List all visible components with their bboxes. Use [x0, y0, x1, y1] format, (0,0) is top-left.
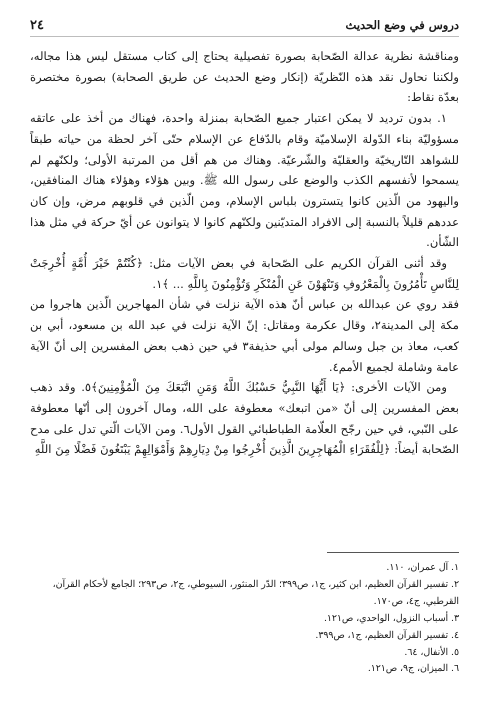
footnote: ٦. الميزان، ج٩، ص١٢١. [367, 663, 459, 675]
footnote: ٢. تفسير القرآن العظيم، ابن كثير، ج١، ص٣٩٩؛ الدّر المنثور، السيوطي، ج٢، ص٢٩٣؛ الجامع لأحكام القرآن، القرطبي، ج٤، ص١٧٠. [52, 578, 459, 607]
footnote: ٥. الأنفال، ٦٤. [404, 646, 459, 658]
footnotes-list [30, 560, 459, 678]
footnote: ٣. أسباب النزول، الواحدي، ص١٢١. [323, 612, 459, 624]
header-divider [30, 36, 459, 37]
footnote: ١. آل عمران، ١١٠. [386, 562, 459, 573]
paragraph: ١. بدون ترديد لا يمكن اعتبار جميع الصّحابة بمنزلة واحدة، فهناك من أخذ على عاتقه مسؤوليّة بناء الدّولة الإسلاميّة وقام بالدّفاع عن الإسلام حتّى آخر لحظة من حياته طبقاً للشواهد التّاريخيّة والعقليّة والشّرعيّة. وهناك من هم أقل من المرتبة الأولى؛ ولكنّهم لم يسمحوا لأنفسهم الكذب والوضع على رسول الله ﷺ. وبين هؤلاء وهؤلاء هناك المنافقين، واليهود من الّذين كانوا يتسترون بلباس الإسلام، ومن الّذين في قلوبهم مرض، وإن كان عددهم قليلاً بالنسبة إلى الافراد المتديّنين ولكنّهم كانوا لا يتوانون عن أيّ حركة في مثل هذا الشّأن. [30, 111, 459, 250]
page-number: ٢٤ [30, 17, 44, 33]
footnote: ٤. تفسير القرآن العظيم، ج١، ص٣٩٩. [315, 629, 459, 641]
paragraph: وقد أثنى القرآن الكريم على الصّحابة في بعض الآيات مثل: ﴿كُنْتُمْ خَيْرَ أُمَّةٍ أُخْرِجَتْ لِلنَّاسِ تَأْمُرُونَ بِالْمَعْرُوفِ وَتَنْهَوْنَ عَنِ الْمُنْكَرِ وَتُؤْمِنُونَ بِاللَّهِ ... ﴾١. [30, 256, 459, 291]
main-text [30, 46, 459, 460]
paragraph: فقد روي عن عبدالله بن عباس أنّ هذه الآية نزلت في شأن المهاجرين الّذين هاجروا من مكة إلى المدينة٢، وقال عكرمة ومقاتل: إنّ الآية نزلت في عبد الله بن مسعود، أبي بن كعب، معاذ بن جبل وسالم مولى أبي حذيفة٣ في حين ذهب بعض المفسرين إلى أنّ الآية عامة وشاملة لجميع الأمم٤. [30, 297, 459, 374]
paragraph: ومن الآيات الأخرى: ﴿يَا أَيُّهَا النَّبِيُّ حَسْبُكَ اللَّهُ وَمَنِ اتَّبَعَكَ مِنَ الْمُؤْمِنِينَ﴾٥. وقد ذهب بعض المفسرين إلى أنّ «من اتبعك» معطوفة على الله، ومال آخرون إلى أنّها معطوفة على النّبي، في حين رجّح العلّامة الطباطبائي القول الأول٦. ومن الآيات الّتي تدل على مدح الصّحابة أيضاً: ﴿لِلْفُقَرَاءِ الْمُهَاجِرِينَ الَّذِينَ أُخْرِجُوا مِنْ دِيَارِهِمْ وَأَمْوَالِهِمْ يَبْتَغُونَ فَضْلًا مِنَ اللَّهِ [30, 380, 459, 457]
paragraph: ومناقشة نظرية عدالة الصّحابة بصورة تفصيلية يحتاج إلى كتاب مستقل ليس هذا مجاله، ولكننا نحاول نقد هذه النّظريّة (إنكار وضع الحديث عن طريق الصحابة) بصورة مختصرة بعدّة نقاط: [30, 49, 459, 105]
page-header [30, 16, 459, 34]
running-title: دروس في وضع الحديث [345, 18, 459, 32]
footnote-divider [327, 552, 459, 553]
